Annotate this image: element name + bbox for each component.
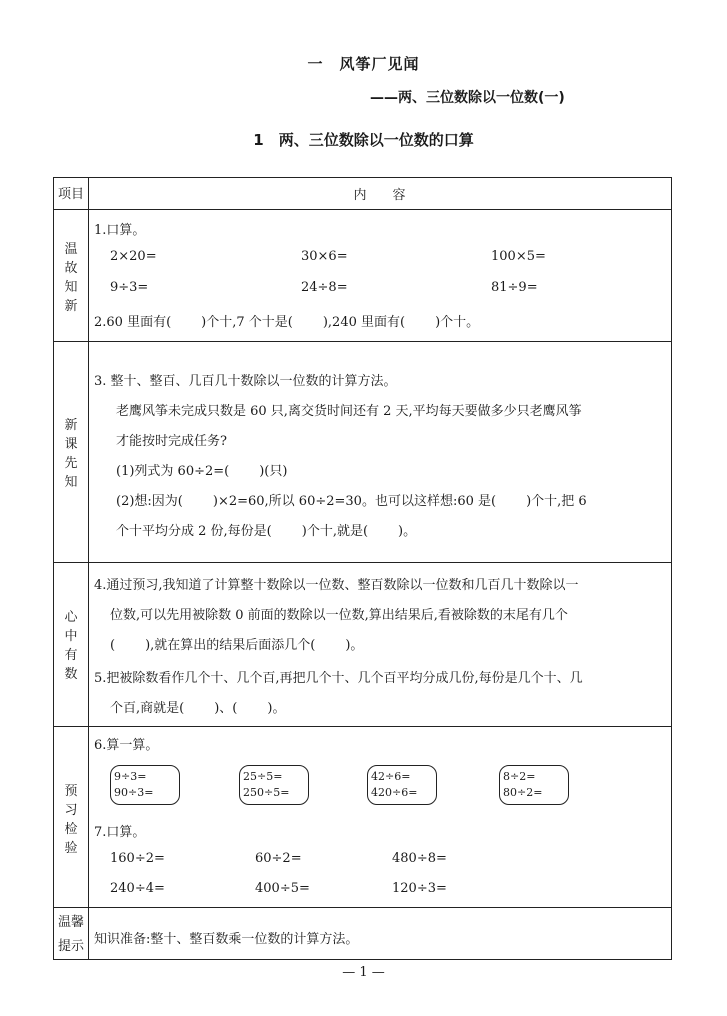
row-divider	[54, 341, 671, 342]
page-number: — 1 —	[342, 965, 385, 980]
calc-item: 120÷3=	[392, 881, 447, 896]
unit-title: 一 风筝厂见闻	[307, 55, 420, 73]
section-label-tip: 温馨 提示	[57, 915, 84, 954]
q4-line: ( ),就在算出的结果后面添几个( )。	[110, 638, 364, 653]
lesson-title: 1 两、三位数除以一位数的口算	[253, 131, 474, 149]
calc-item: 100×5=	[491, 249, 546, 264]
calc-oval: 9÷3= 90÷3=	[110, 765, 180, 805]
q3-problem-line: 老鹰风筝未完成只数是 60 只,离交货时间还有 2 天,平均每天要做多少只老鹰风筝	[116, 404, 582, 419]
header-project: 项目	[57, 187, 84, 202]
calc-oval: 42÷6= 420÷6=	[367, 765, 437, 805]
calc-item: 24÷8=	[301, 280, 348, 295]
q2-text: 2.60 里面有( )个十,7 个十是( ),240 里面有( )个十。	[94, 315, 480, 330]
q5-line: 5.把被除数看作几个十、几个百,再把几个十、几个百平均分成几份,每份是几个十、几	[94, 671, 583, 686]
q4-line: 位数,可以先用被除数 0 前面的数除以一位数,算出结果后,看被除数的末尾有几个	[110, 608, 568, 623]
calc-item: 240÷4=	[110, 881, 165, 896]
row-divider	[54, 726, 671, 727]
q3-title: 3. 整十、整百、几百几十数除以一位数的计算方法。	[94, 374, 397, 389]
q3-step2: (2)想:因为( )×2=60,所以 60÷2=30。也可以这样想:60 是( )个十,把 6	[116, 494, 587, 509]
calc-oval: 8÷2= 80÷2=	[499, 765, 569, 805]
unit-subtitle: ——两、三位数除以一位数(一)	[370, 90, 565, 106]
q4-line: 4.通过预习,我知道了计算整十数除以一位数、整百数除以一位数和几百几十数除以一	[94, 578, 579, 593]
calc-item: 400÷5=	[255, 881, 310, 896]
calc-item: 30×6=	[301, 249, 348, 264]
q3-problem-line: 才能按时完成任务?	[116, 434, 227, 449]
tip-text: 知识准备:整十、整百数乘一位数的计算方法。	[94, 932, 359, 947]
section-label-mind: 心 中 有 数	[64, 610, 78, 682]
row-divider	[54, 562, 671, 563]
calc-item: 81÷9=	[491, 280, 538, 295]
q1-title: 1.口算。	[94, 223, 146, 238]
section-label-check: 预 习 检 验	[64, 784, 78, 856]
row-divider	[54, 907, 671, 908]
section-label-new-lesson: 新 课 先 知	[64, 418, 78, 490]
calc-item: 2×20=	[110, 249, 157, 264]
calc-item: 480÷8=	[392, 851, 447, 866]
q3-step2-cont: 个十平均分成 2 份,每份是( )个十,就是( )。	[116, 524, 417, 539]
q7-title: 7.口算。	[94, 825, 146, 840]
q5-line: 个百,商就是( )、( )。	[110, 701, 286, 716]
header-content: 内 容	[353, 188, 406, 203]
column-divider	[88, 178, 89, 959]
row-divider	[54, 209, 671, 210]
section-label-review: 温 故 知 新	[64, 242, 78, 314]
worksheet-table	[53, 177, 672, 960]
calc-oval: 25÷5= 250÷5=	[239, 765, 309, 805]
calc-item: 60÷2=	[255, 851, 302, 866]
calc-item: 160÷2=	[110, 851, 165, 866]
q3-step1: (1)列式为 60÷2=( )(只)	[116, 464, 288, 479]
q6-title: 6.算一算。	[94, 738, 159, 753]
calc-item: 9÷3=	[110, 280, 149, 295]
